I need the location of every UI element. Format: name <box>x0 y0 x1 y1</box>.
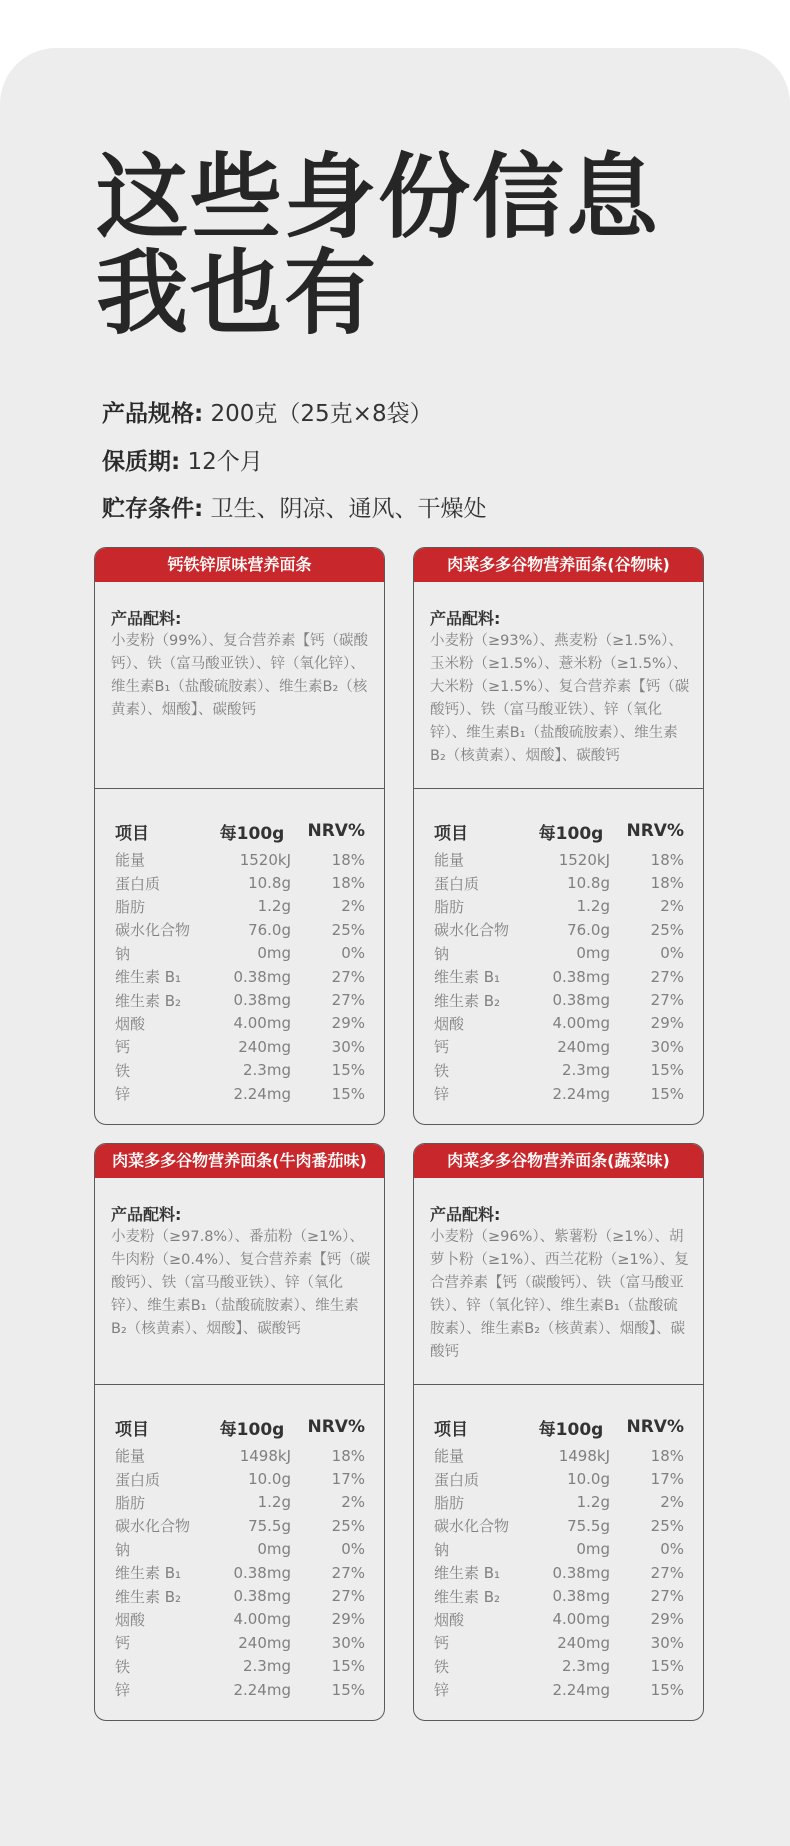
nutrient-per100g: 0.38mg <box>233 967 291 986</box>
nutrient-nrv: 17% <box>650 1470 684 1489</box>
nutrient-per100g: 4.00mg <box>233 1610 291 1629</box>
nutrition-row <box>434 1584 684 1607</box>
nutrition-table <box>115 814 365 1105</box>
nutrient-name: 碳水化合物 <box>434 921 510 940</box>
card-title: 肉菜多多谷物营养面条(牛肉番茄味) <box>95 1144 384 1178</box>
nutrient-name: 维生素 B₁ <box>434 968 501 987</box>
nutrient-nrv: 15% <box>331 1657 365 1676</box>
nutrient-name: 锌 <box>434 1681 450 1700</box>
nutrient-nrv: 27% <box>331 991 365 1010</box>
nutrient-per100g: 1.2g <box>576 897 610 916</box>
spec-size-value: 200克（25克×8袋） <box>210 401 433 427</box>
nutrient-name: 钙 <box>115 1634 131 1653</box>
nutrient-name: 铁 <box>115 1061 131 1080</box>
nutrient-per100g: 1.2g <box>257 1493 291 1512</box>
nutrient-per100g: 240mg <box>557 1633 610 1652</box>
col-nrv-header: NRV% <box>626 1417 684 1437</box>
nutrient-nrv: 30% <box>331 1037 365 1056</box>
card-divider <box>414 788 703 789</box>
nutrition-row <box>434 871 684 894</box>
nutrition-row <box>434 918 684 941</box>
nutrient-nrv: 30% <box>331 1633 365 1652</box>
card-divider <box>95 1384 384 1385</box>
nutrition-row <box>115 1035 365 1058</box>
nutrient-name: 维生素 B₁ <box>115 968 182 987</box>
nutrient-nrv: 25% <box>331 920 365 939</box>
nutrient-per100g: 2.24mg <box>552 1680 610 1699</box>
nutrient-nrv: 25% <box>650 920 684 939</box>
nutrient-name: 烟酸 <box>115 1610 146 1629</box>
nutrient-name: 钠 <box>115 1540 131 1559</box>
ingredients-text: 小麦粉（≥96%）、紫薯粉（≥1%）、胡萝卜粉（≥1%）、西兰花粉（≥1%）、复合营养素【钙（碳酸钙）、铁（富马酸亚铁）、锌（氧化锌）、维生素B₁（盐酸硫胺素）、维生素B₂（核黄素）、烟酸】、碳酸钙 <box>430 1229 689 1360</box>
nutrition-row <box>434 1655 684 1678</box>
nutrition-row <box>115 988 365 1011</box>
nutrient-nrv: 17% <box>331 1470 365 1489</box>
nutrient-nrv: 29% <box>650 1014 684 1033</box>
nutrient-nrv: 30% <box>650 1633 684 1652</box>
nutrient-name: 钠 <box>115 944 131 963</box>
nutrient-name: 锌 <box>434 1085 450 1104</box>
nutrient-per100g: 1498kJ <box>239 1446 291 1465</box>
nutrient-name: 脂肪 <box>115 897 146 916</box>
nutrient-nrv: 0% <box>660 944 684 963</box>
nutrition-row <box>115 1514 365 1537</box>
nutrient-per100g: 75.5g <box>567 1516 610 1535</box>
nutrient-name: 铁 <box>115 1657 131 1676</box>
nutrient-nrv: 27% <box>650 991 684 1010</box>
nutrition-row <box>115 1561 365 1584</box>
nutrition-row <box>434 965 684 988</box>
nutrient-name: 维生素 B₂ <box>115 1587 182 1606</box>
nutrient-per100g: 4.00mg <box>552 1014 610 1033</box>
ingredients-text: 小麦粉（99%）、复合营养素【钙（碳酸钙）、铁（富马酸亚铁）、锌（氧化锌）、维生素B₁（盐酸硫胺素）、维生素B₂（核黄素）、烟酸】、碳酸钙 <box>111 633 368 718</box>
nutrition-row <box>434 1035 684 1058</box>
product-card <box>413 1143 704 1721</box>
nutrient-per100g: 0.38mg <box>552 1587 610 1606</box>
nutrition-row <box>115 1608 365 1631</box>
nutrient-per100g: 1498kJ <box>558 1446 610 1465</box>
nutrition-row <box>434 1561 684 1584</box>
nutrition-row <box>434 988 684 1011</box>
nutrient-name: 钠 <box>434 1540 450 1559</box>
nutrition-row <box>434 1491 684 1514</box>
nutrient-name: 蛋白质 <box>434 1470 480 1489</box>
nutrient-nrv: 18% <box>331 850 365 869</box>
spec-size <box>102 395 433 428</box>
nutrient-nrv: 15% <box>331 1680 365 1699</box>
nutrient-nrv: 0% <box>341 944 365 963</box>
nutrition-table <box>115 1410 365 1701</box>
card-divider <box>414 1384 703 1385</box>
nutrient-name: 碳水化合物 <box>434 1517 510 1536</box>
nutrient-nrv: 2% <box>660 1493 684 1512</box>
spec-storage-value: 卫生、阴凉、通风、干燥处 <box>210 496 487 522</box>
nutrient-name: 烟酸 <box>434 1014 465 1033</box>
nutrition-row <box>434 1059 684 1082</box>
nutrient-nrv: 0% <box>660 1540 684 1559</box>
nutrition-table <box>434 814 684 1105</box>
nutrient-nrv: 15% <box>650 1084 684 1103</box>
nutrient-nrv: 2% <box>660 897 684 916</box>
nutrient-name: 能量 <box>434 851 465 870</box>
nutrient-nrv: 29% <box>331 1014 365 1033</box>
nutrition-row <box>434 1514 684 1537</box>
col-item-header: 项目 <box>434 1419 468 1440</box>
col-nrv-header: NRV% <box>307 821 365 841</box>
nutrient-nrv: 18% <box>650 850 684 869</box>
ingredients-text: 小麦粉（≥93%）、燕麦粉（≥1.5%）、玉米粉（≥1.5%）、薏米粉（≥1.5%）、大米粉（≥1.5%）、复合营养素【钙（碳酸钙）、铁（富马酸亚铁）、锌（氧化锌）、维生素B₁（盐酸硫胺素）、维生素B₂（核黄素）、烟酸】、碳酸钙 <box>430 633 690 764</box>
nutrient-name: 钙 <box>434 1038 450 1057</box>
nutrient-name: 钙 <box>434 1634 450 1653</box>
spec-storage-label: 贮存条件: <box>102 496 204 522</box>
spec-shelf-life <box>102 443 263 476</box>
nutrient-name: 脂肪 <box>434 1493 465 1512</box>
card-title: 肉菜多多谷物营养面条(蔬菜味) <box>414 1144 703 1178</box>
nutrient-per100g: 240mg <box>238 1633 291 1652</box>
page-headline <box>96 144 661 347</box>
col-per100g-header: 每100g <box>219 823 285 844</box>
nutrition-row <box>434 1467 684 1490</box>
nutrient-per100g: 1.2g <box>576 1493 610 1512</box>
nutrient-nrv: 29% <box>331 1610 365 1629</box>
nutrient-nrv: 27% <box>650 967 684 986</box>
nutrient-nrv: 15% <box>650 1680 684 1699</box>
nutrition-row <box>434 1608 684 1631</box>
nutrient-name: 碳水化合物 <box>115 1517 191 1536</box>
nutrition-row <box>434 1444 684 1467</box>
nutrition-row <box>115 1491 365 1514</box>
nutrition-header <box>115 1410 365 1444</box>
col-per100g-header: 每100g <box>219 1419 285 1440</box>
nutrient-name: 铁 <box>434 1061 450 1080</box>
nutrient-per100g: 0.38mg <box>233 1563 291 1582</box>
nutrition-header <box>115 814 365 848</box>
nutrition-row <box>115 918 365 941</box>
spec-shelf-life-label: 保质期: <box>102 449 181 475</box>
nutrient-name: 钙 <box>115 1038 131 1057</box>
nutrient-per100g: 4.00mg <box>552 1610 610 1629</box>
nutrient-per100g: 4.00mg <box>233 1014 291 1033</box>
nutrient-nrv: 25% <box>331 1516 365 1535</box>
nutrient-per100g: 10.8g <box>248 874 291 893</box>
nutrient-name: 铁 <box>434 1657 450 1676</box>
nutrient-name: 碳水化合物 <box>115 921 191 940</box>
nutrient-name: 烟酸 <box>434 1610 465 1629</box>
col-per100g-header: 每100g <box>538 823 604 844</box>
nutrition-row <box>115 1012 365 1035</box>
nutrition-row <box>434 1012 684 1035</box>
card-title: 肉菜多多谷物营养面条(谷物味) <box>414 548 703 582</box>
nutrient-nrv: 27% <box>331 967 365 986</box>
col-per100g-header: 每100g <box>538 1419 604 1440</box>
nutrition-row <box>115 1538 365 1561</box>
nutrient-nrv: 15% <box>650 1657 684 1676</box>
nutrient-name: 蛋白质 <box>434 874 480 893</box>
ingredients-title: 产品配料: <box>111 1205 182 1224</box>
col-nrv-header: NRV% <box>626 821 684 841</box>
nutrient-name: 能量 <box>115 851 146 870</box>
col-item-header: 项目 <box>115 823 149 844</box>
nutrient-per100g: 0mg <box>576 944 610 963</box>
spec-storage <box>102 490 487 523</box>
nutrient-nrv: 18% <box>650 1446 684 1465</box>
nutrient-name: 烟酸 <box>115 1014 146 1033</box>
nutrient-per100g: 10.8g <box>567 874 610 893</box>
nutrient-per100g: 2.24mg <box>233 1084 291 1103</box>
nutrient-per100g: 240mg <box>557 1037 610 1056</box>
card-divider <box>95 788 384 789</box>
nutrient-per100g: 0.38mg <box>233 1587 291 1606</box>
product-card <box>413 547 704 1125</box>
col-item-header: 项目 <box>115 1419 149 1440</box>
nutrition-row <box>434 895 684 918</box>
nutrient-per100g: 2.3mg <box>243 1061 291 1080</box>
ingredients-title: 产品配料: <box>430 609 501 628</box>
nutrition-row <box>115 848 365 871</box>
nutrient-name: 脂肪 <box>434 897 465 916</box>
nutrition-row <box>434 1538 684 1561</box>
nutrient-nrv: 27% <box>331 1563 365 1582</box>
nutrition-header <box>434 1410 684 1444</box>
nutrient-per100g: 75.5g <box>248 1516 291 1535</box>
ingredients-title: 产品配料: <box>111 609 182 628</box>
nutrient-per100g: 1.2g <box>257 897 291 916</box>
nutrient-nrv: 29% <box>650 1610 684 1629</box>
nutrition-row <box>434 1082 684 1105</box>
nutrient-name: 蛋白质 <box>115 1470 161 1489</box>
nutrient-per100g: 10.0g <box>248 1470 291 1489</box>
nutrient-name: 能量 <box>115 1447 146 1466</box>
spec-size-label: 产品规格: <box>102 401 204 427</box>
nutrient-per100g: 2.24mg <box>233 1680 291 1699</box>
nutrient-name: 维生素 B₁ <box>434 1564 501 1583</box>
col-nrv-header: NRV% <box>307 1417 365 1437</box>
nutrient-name: 维生素 B₂ <box>115 991 182 1010</box>
nutrient-nrv: 0% <box>341 1540 365 1559</box>
nutrient-per100g: 240mg <box>238 1037 291 1056</box>
nutrition-row <box>115 1082 365 1105</box>
nutrient-name: 能量 <box>434 1447 465 1466</box>
col-item-header: 项目 <box>434 823 468 844</box>
product-card <box>94 1143 385 1721</box>
headline-line-1: 这些身份信息 <box>96 144 661 251</box>
nutrient-per100g: 2.3mg <box>243 1657 291 1676</box>
nutrient-per100g: 10.0g <box>567 1470 610 1489</box>
nutrition-row <box>434 1631 684 1654</box>
nutrient-nrv: 2% <box>341 897 365 916</box>
spec-shelf-life-value: 12个月 <box>187 449 263 475</box>
nutrition-row <box>434 1678 684 1701</box>
nutrient-per100g: 1520kJ <box>239 850 291 869</box>
nutrition-row <box>434 942 684 965</box>
nutrient-name: 锌 <box>115 1085 131 1104</box>
nutrient-nrv: 27% <box>650 1563 684 1582</box>
nutrient-nrv: 25% <box>650 1516 684 1535</box>
nutrition-row <box>115 871 365 894</box>
nutrient-per100g: 0mg <box>257 944 291 963</box>
headline-line-2: 我也有 <box>96 240 379 347</box>
nutrient-per100g: 0mg <box>257 1540 291 1559</box>
nutrient-nrv: 2% <box>341 1493 365 1512</box>
card-title: 钙铁锌原味营养面条 <box>95 548 384 582</box>
nutrient-nrv: 18% <box>650 874 684 893</box>
nutrient-per100g: 0.38mg <box>552 967 610 986</box>
nutrient-per100g: 0.38mg <box>552 991 610 1010</box>
nutrient-name: 维生素 B₂ <box>434 991 501 1010</box>
nutrition-row <box>115 965 365 988</box>
product-card <box>94 547 385 1125</box>
nutrient-nrv: 15% <box>331 1084 365 1103</box>
nutrition-row <box>115 895 365 918</box>
ingredients-title: 产品配料: <box>430 1205 501 1224</box>
nutrition-row <box>115 1678 365 1701</box>
nutrition-row <box>115 1467 365 1490</box>
nutrition-table <box>434 1410 684 1701</box>
nutrient-nrv: 27% <box>331 1587 365 1606</box>
nutrition-header <box>434 814 684 848</box>
nutrient-name: 钠 <box>434 944 450 963</box>
nutrition-row <box>115 1444 365 1467</box>
nutrition-row <box>115 942 365 965</box>
nutrient-nrv: 18% <box>331 1446 365 1465</box>
nutrition-row <box>115 1655 365 1678</box>
nutrient-nrv: 30% <box>650 1037 684 1056</box>
nutrient-name: 维生素 B₂ <box>434 1587 501 1606</box>
nutrient-name: 锌 <box>115 1681 131 1700</box>
nutrition-row <box>115 1631 365 1654</box>
nutrient-per100g: 0.38mg <box>552 1563 610 1582</box>
nutrient-per100g: 76.0g <box>567 920 610 939</box>
nutrient-per100g: 2.24mg <box>552 1084 610 1103</box>
nutrition-row <box>115 1584 365 1607</box>
nutrition-row <box>434 848 684 871</box>
nutrient-nrv: 27% <box>650 1587 684 1606</box>
nutrient-name: 蛋白质 <box>115 874 161 893</box>
nutrient-name: 脂肪 <box>115 1493 146 1512</box>
nutrient-per100g: 0.38mg <box>233 991 291 1010</box>
nutrient-per100g: 2.3mg <box>562 1061 610 1080</box>
nutrient-name: 维生素 B₁ <box>115 1564 182 1583</box>
nutrient-nrv: 15% <box>331 1061 365 1080</box>
nutrient-per100g: 76.0g <box>248 920 291 939</box>
nutrient-nrv: 15% <box>650 1061 684 1080</box>
nutrient-per100g: 0mg <box>576 1540 610 1559</box>
nutrient-nrv: 18% <box>331 874 365 893</box>
ingredients-text: 小麦粉（≥97.8%）、番茄粉（≥1%）、牛肉粉（≥0.4%）、复合营养素【钙（碳酸钙）、铁（富马酸亚铁）、锌（氧化锌）、维生素B₁（盐酸硫胺素）、维生素B₂（核黄素）、烟酸】、碳酸钙 <box>111 1229 371 1337</box>
nutrition-row <box>115 1059 365 1082</box>
nutrient-per100g: 2.3mg <box>562 1657 610 1676</box>
nutrient-per100g: 1520kJ <box>558 850 610 869</box>
